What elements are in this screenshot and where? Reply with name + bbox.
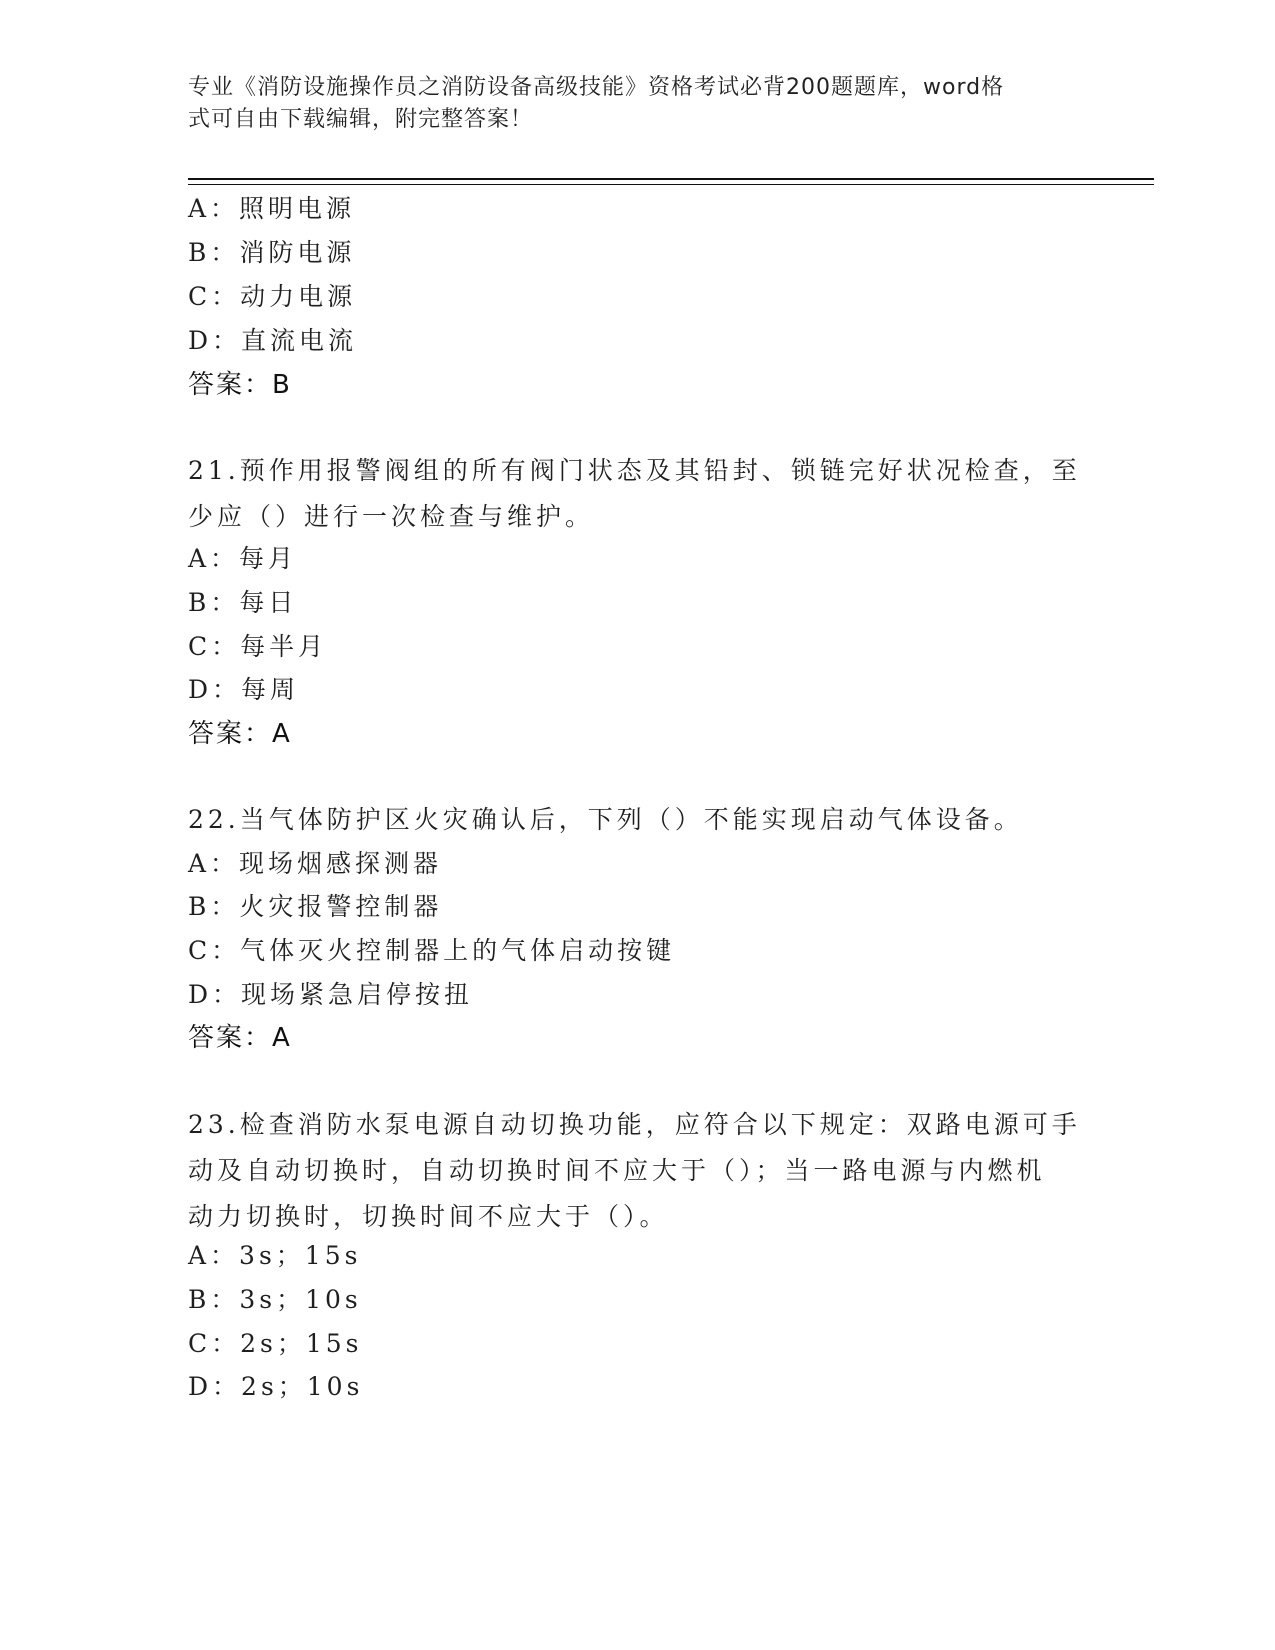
q21-option-c: C：每半月 bbox=[188, 632, 328, 661]
q22-stem bbox=[188, 797, 1088, 843]
q21-option-d: D：每周 bbox=[188, 675, 300, 704]
header-divider-thin bbox=[188, 184, 1154, 185]
document-header bbox=[188, 72, 1068, 136]
q23-stem-line-1: 23.检查消防水泵电源自动切换功能，应符合以下规定：双路电源可手 bbox=[188, 1110, 1081, 1139]
q22-option-a: A：现场烟感探测器 bbox=[188, 849, 443, 878]
q21-stem-line-1: 21.预作用报警阀组的所有阀门状态及其铅封、锁链完好状况检查，至 bbox=[188, 456, 1081, 485]
q21-stem bbox=[188, 448, 1088, 540]
header-line-1: 专业《消防设施操作员之消防设备高级技能》资格考试必背200题题库，word格 bbox=[188, 75, 1005, 100]
q23-option-c: C：2s；15s bbox=[188, 1329, 363, 1358]
q20-answer: 答案：B bbox=[188, 370, 292, 400]
q23-option-d: D：2s；10s bbox=[188, 1372, 364, 1401]
q21-stem-line-2: 少应（）进行一次检查与维护。 bbox=[188, 502, 595, 531]
q23-stem-line-2: 动及自动切换时，自动切换时间不应大于（）；当一路电源与内燃机 bbox=[188, 1156, 1046, 1185]
q21-answer: 答案：A bbox=[188, 719, 292, 749]
header-divider-thick bbox=[188, 178, 1154, 180]
q22-stem-line-1: 22.当气体防护区火灾确认后，下列（）不能实现启动气体设备。 bbox=[188, 805, 1023, 834]
q23-stem-line-3: 动力切换时，切换时间不应大于（）。 bbox=[188, 1202, 669, 1231]
q21-option-b: B：每日 bbox=[188, 588, 298, 617]
q22-option-c: C：气体灭火控制器上的气体启动按键 bbox=[188, 936, 676, 965]
q20-option-d: D：直流电流 bbox=[188, 326, 358, 355]
q20-option-c: C：动力电源 bbox=[188, 282, 357, 311]
header-line-2: 式可自由下载编辑，附完整答案！ bbox=[188, 107, 534, 132]
q22-option-d: D：现场紧急启停按扭 bbox=[188, 980, 474, 1009]
q22-answer: 答案：A bbox=[188, 1023, 292, 1053]
q23-stem bbox=[188, 1102, 1088, 1240]
q23-option-a: A：3s；15s bbox=[188, 1241, 362, 1270]
q22-option-b: B：火灾报警控制器 bbox=[188, 892, 443, 921]
q21-option-a: A：每月 bbox=[188, 544, 298, 573]
q20-option-a: A：照明电源 bbox=[188, 194, 356, 223]
q23-option-b: B：3s；10s bbox=[188, 1285, 362, 1314]
q20-option-b: B：消防电源 bbox=[188, 238, 356, 267]
